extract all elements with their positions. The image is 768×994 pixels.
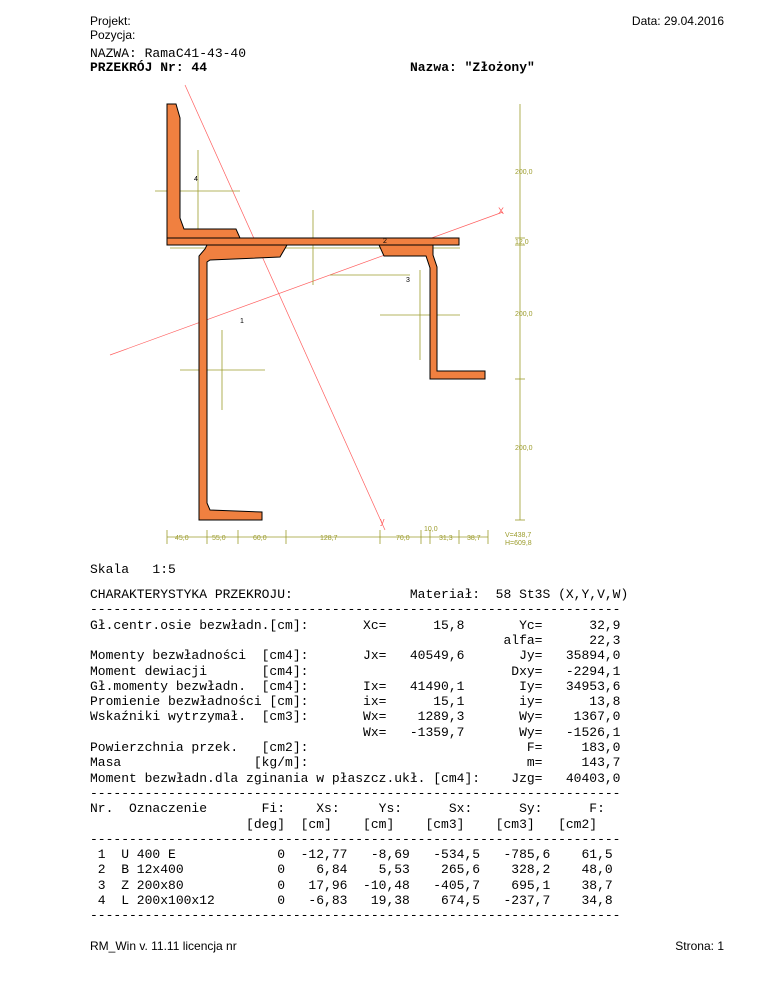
report-line: alfa= 22,3 xyxy=(90,632,621,648)
dim-bottom-1: 45,0 xyxy=(175,535,189,542)
report-line: Powierzchnia przek. [cm2]: F= 183,0 xyxy=(90,740,621,755)
part-label-4: 4 xyxy=(194,176,198,183)
profile-1-channel xyxy=(199,245,287,520)
separator-line: -------------------------------------------------------------------- xyxy=(90,602,621,618)
report-line: 3 Z 200x80 0 17,96 -10,48 -405,7 695,1 38,7 xyxy=(90,877,613,893)
part-label-2: 2 xyxy=(383,238,387,245)
report-line: Moment dewiacji [cm4]: Dxy= -2294,1 xyxy=(90,663,621,679)
report-line: 1 U 400 E 0 -12,77 -8,69 -534,5 -785,6 61,5 xyxy=(90,847,613,863)
report-line: CHARAKTERYSTYKA PRZEKROJU: Materiał: 58 St3S (X,Y,V,W) xyxy=(90,587,629,602)
dim-right-4: 200,0 xyxy=(515,445,533,452)
dim-bottom-3: 60,0 xyxy=(253,535,267,542)
report-line: Masa [kg/m]: m= 143,7 xyxy=(90,755,621,771)
section-name: Nazwa: "Złożony" xyxy=(410,60,535,75)
projekt-label: Projekt: xyxy=(90,14,131,28)
report-line: Promienie bezwładności [cm]: ix= 15,1 iy= 13,8 xyxy=(90,694,621,710)
dim-bottom-4: 128,7 xyxy=(320,535,338,542)
profile-4-angle xyxy=(167,104,240,238)
axis-x-label: X xyxy=(498,206,505,216)
dimension-bottom xyxy=(167,526,532,547)
report-line: Nr. Oznaczenie Fi: Xs: Ys: Sx: Sy: F: xyxy=(90,801,605,817)
dim-right-2: 12,0 xyxy=(515,239,529,246)
dim-bottom-5: 70,0 xyxy=(396,535,410,542)
separator-line: -------------------------------------------------------------------- xyxy=(90,908,621,924)
report-line: 2 B 12x400 0 6,84 5,53 265,6 328,2 48,0 xyxy=(90,862,613,878)
scale-line: Skala 1:5 xyxy=(90,562,176,577)
report-line: Momenty bezwładności [cm4]: Jx= 40549,6 Jy= 35894,0 xyxy=(90,648,621,664)
report-line: Gł.centr.osie bezwładn.[cm]: Xc= 15,8 Yc= 32,9 xyxy=(90,617,621,633)
report-line: Wx= -1359,7 Wy= -1526,1 xyxy=(90,724,621,740)
page-number: Strona: 1 xyxy=(675,939,724,953)
dimension-right xyxy=(515,104,533,520)
dim-right-3: 200,0 xyxy=(515,311,533,318)
separator-line: -------------------------------------------------------------------- xyxy=(90,831,621,847)
part-label-1: 1 xyxy=(240,318,244,325)
vh-v: V=438,7 xyxy=(505,532,532,539)
profile-3-z-section xyxy=(379,245,485,379)
part-label-3: 3 xyxy=(406,277,410,284)
report-line: [deg] [cm] [cm] [cm3] [cm3] [cm2] xyxy=(90,816,598,832)
dim-bottom-2: 55,0 xyxy=(212,535,226,542)
report-line: Gł.momenty bezwładn. [cm4]: Ix= 41490,1 Iy= 34953,6 xyxy=(90,678,621,694)
vh-h: H=609,8 xyxy=(505,540,532,547)
profile-2-flat-bar xyxy=(167,238,459,245)
report-line: Moment bezwładn.dla zginania w płaszcz.ukł. [cm4]: Jzg= 40403,0 xyxy=(90,770,621,786)
report-line: 4 L 200x100x12 0 -6,83 19,38 674,5 -237,7 34,8 xyxy=(90,893,613,908)
date-label: Data: 29.04.2016 xyxy=(631,14,724,28)
dim-right-1: 200,0 xyxy=(515,169,533,176)
przekroj-line: PRZEKRÓJ Nr: 44 xyxy=(90,60,208,75)
nazwa-line: NAZWA: RamaC41-43-40 xyxy=(90,46,247,61)
footer-software: RM_Win v. 11.11 licencja nr xyxy=(90,939,237,953)
axis-y-label: y xyxy=(380,516,385,526)
dim-bottom-6: 31,3 xyxy=(439,535,453,542)
dim-bottom-7: 38,7 xyxy=(467,535,481,542)
separator-line: -------------------------------------------------------------------- xyxy=(90,785,621,801)
dim-small: 10,0 xyxy=(424,526,438,533)
report-line: Wskaźniki wytrzymał. [cm3]: Wx= 1289,3 Wy= 1367,0 xyxy=(90,709,621,725)
pozycja-label: Pozycja: xyxy=(90,28,136,42)
axis-y-line xyxy=(185,85,385,530)
